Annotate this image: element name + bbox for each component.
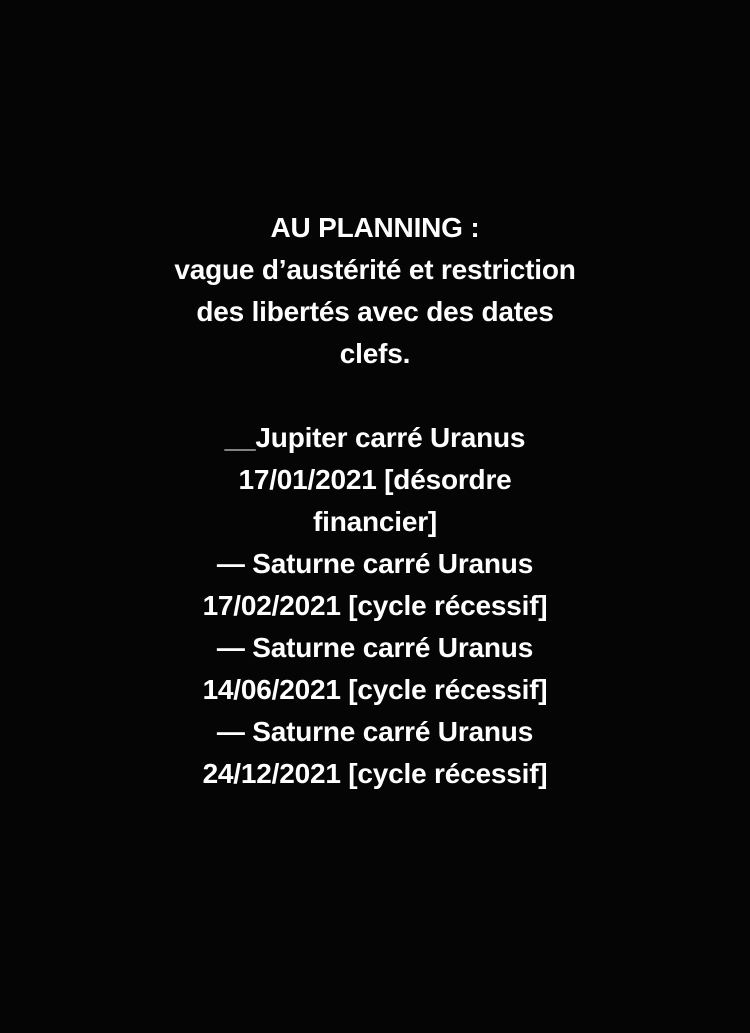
event-line: — Saturne carré Uranus xyxy=(216,632,534,663)
intro-line: des libertés avec des dates xyxy=(196,296,554,327)
event-line: financier] xyxy=(312,506,438,537)
intro-line: clefs. xyxy=(339,338,411,369)
event-line: 17/02/2021 [cycle récessif] xyxy=(202,590,548,621)
event-line: — Saturne carré Uranus xyxy=(216,716,534,747)
intro-line: vague d’austérité et restriction xyxy=(174,254,576,285)
event-line: 17/01/2021 [désordre xyxy=(238,464,512,495)
story-text xyxy=(0,207,750,795)
event-line: — Saturne carré Uranus xyxy=(216,548,534,579)
heading-line: AU PLANNING : xyxy=(270,212,480,243)
event-line: __Jupiter carré Uranus xyxy=(224,422,526,453)
event-line: 24/12/2021 [cycle récessif] xyxy=(202,758,548,789)
event-line: 14/06/2021 [cycle récessif] xyxy=(202,674,548,705)
blank-line xyxy=(0,375,750,417)
